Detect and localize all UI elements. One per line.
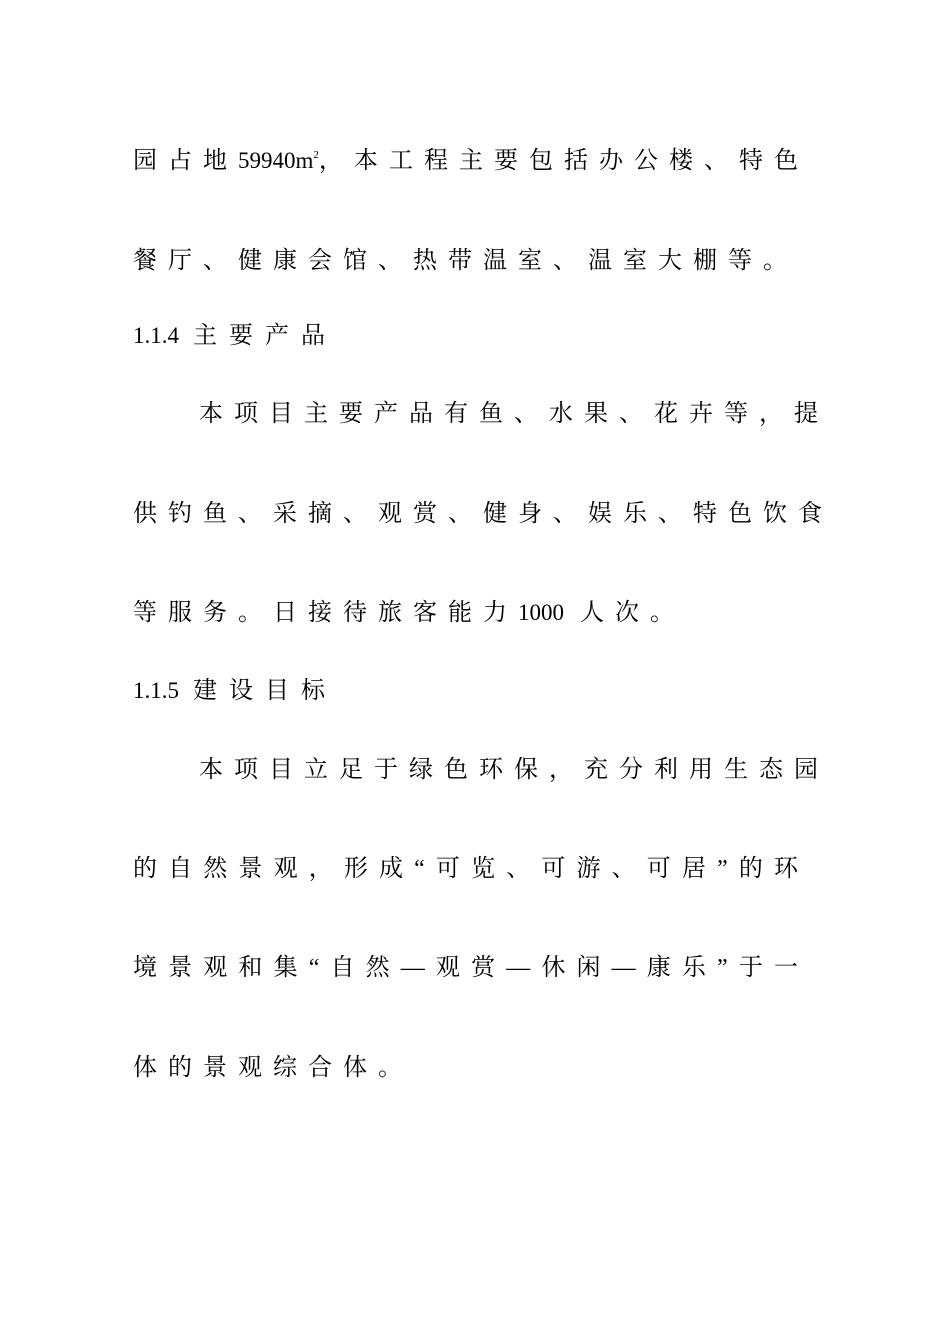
section-heading <box>133 676 809 706</box>
body-text-line: 体的景观综合体。 <box>133 1055 413 1081</box>
area-value: 59940m <box>238 148 314 173</box>
body-text-line: 境景观和集“自然—观赏—休闲—康乐”于一 <box>133 955 809 981</box>
section-title: 建设目标 <box>193 678 337 704</box>
text-segment: 等服务。日接待旅客能力 <box>133 600 518 626</box>
capacity-value: 1000 <box>518 600 564 625</box>
body-text-line: 餐厅、健康会馆、热带温室、温室大棚等。 <box>133 248 798 274</box>
body-text-line: 的自然景观，形成“可览、可游、可居”的环 <box>133 856 809 882</box>
body-text-line: 本项目主要产品有鱼、水果、花卉等，提 <box>199 401 829 427</box>
area-superscript: 2 <box>313 149 319 161</box>
body-text-line <box>133 146 809 176</box>
text-segment: ，本工程主要包括办公楼、特色 <box>318 148 810 174</box>
section-number: 1.1.5 <box>133 678 179 703</box>
body-text-line: 供钓鱼、采摘、观赏、健身、娱乐、特色饮食 <box>133 501 833 527</box>
text-segment: 人次。 <box>580 600 685 626</box>
section-title: 主要产品 <box>193 323 337 349</box>
section-heading <box>133 321 809 351</box>
body-text-line <box>133 598 809 628</box>
body-text-line: 本项目立足于绿色环保，充分利用生态园 <box>199 757 829 783</box>
section-number: 1.1.4 <box>133 323 179 348</box>
text-segment: 园占地 <box>133 148 239 174</box>
